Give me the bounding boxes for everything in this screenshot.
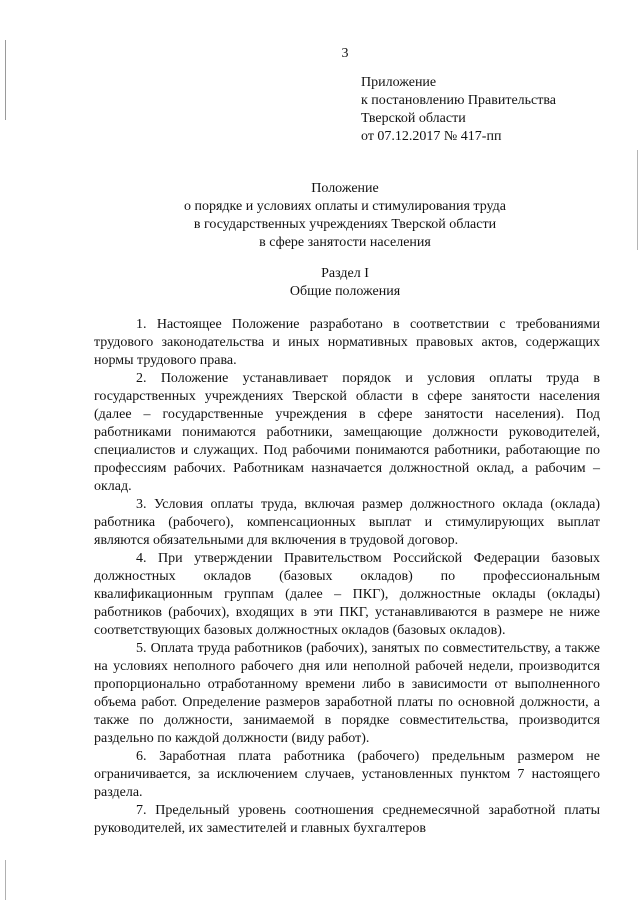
paragraph: 3. Условия оплаты труда, включая размер должностного оклада (оклада) работника (рабочего), компенсационных выплат и стимулирующих выплат являются обязательными для включения в трудовой договор. <box>94 497 600 548</box>
title-line: в государственных учреждениях Тверской области <box>193 217 497 232</box>
paragraph: 6. Заработная плата работника (рабочего) предельным размером не ограничивается, за исключением случаев, установленных пунктом 7 настоящего раздела. <box>94 749 600 800</box>
document-title <box>0 180 640 252</box>
appendix-line: Тверской области <box>361 111 466 126</box>
title-line: Положение <box>311 181 379 196</box>
page-number: 3 <box>341 46 349 61</box>
appendix-line: Приложение <box>361 75 437 90</box>
document-body <box>94 316 600 838</box>
section-number: Раздел I <box>321 266 369 281</box>
paragraph: 5. Оплата труда работников (рабочих), занятых по совместительству, а также на условиях неполного рабочего дня или неполной рабочей недели, производится пропорционально отработанному времени либо в зависимости от выполненного объема работ. Определение размеров заработной платы по основной должности, а также по должности, занимаемой в порядке совместительства, производится раздельно по каждой должности (виду работ). <box>94 641 600 746</box>
section-name: Общие положения <box>289 284 401 299</box>
scan-edge-left-lower <box>5 860 6 900</box>
paragraph: 2. Положение устанавливает порядок и условия оплаты труда в государственных учреждениях Тверской области в сфере занятости населения (далее – государственные учреждения в сфере занятости населения). Под работниками понимаются работники, замещающие должности руководителей, специалистов и служащих. Под рабочими понимаются работники, работающие по профессиям рабочих. Работникам назначается должностной оклад, а рабочим – оклад. <box>94 371 600 494</box>
section-heading <box>0 265 640 301</box>
paragraph: 4. При утверждении Правительством Российской Федерации базовых должностных окладов (базовых окладов) по профессиональным квалификационным группам (далее – ПКГ), должностные оклады (оклады) работников (рабочих), входящих в эти ПКГ, устанавливаются в размере не ниже соответствующих базовых должностных окладов (базовых окладов). <box>94 551 600 638</box>
paragraph: 7. Предельный уровень соотношения среднемесячной заработной платы руководителей, их заместителей и главных бухгалтеров <box>94 803 600 836</box>
appendix-line: от 07.12.2017 № 417-пп <box>361 129 502 144</box>
appendix-line: к постановлению Правительства <box>361 93 557 108</box>
title-line: в сфере занятости населения <box>259 235 431 250</box>
title-line: о порядке и условиях оплаты и стимулирования труда <box>184 199 506 214</box>
paragraph: 1. Настоящее Положение разработано в соответствии с требованиями трудового законодательства и иных нормативных правовых актов, содержащих нормы трудового права. <box>94 317 600 368</box>
appendix-header <box>361 74 556 146</box>
